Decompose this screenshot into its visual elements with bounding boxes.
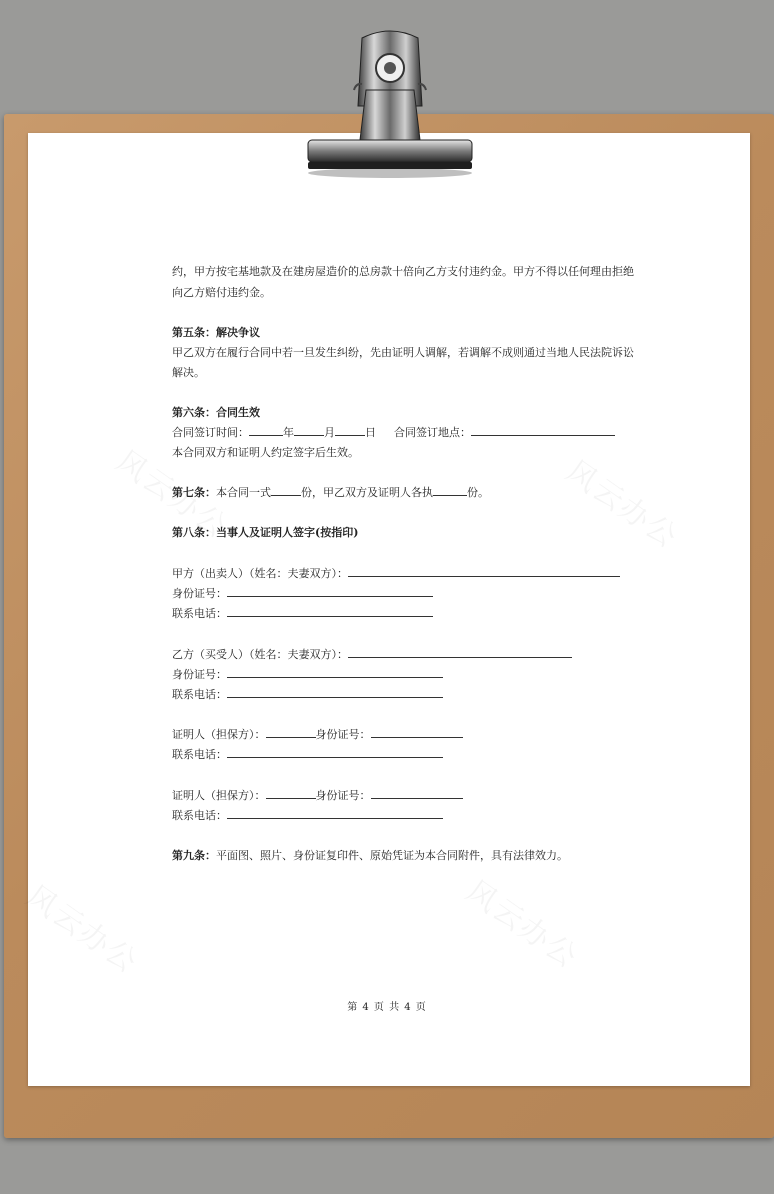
article-9-line bbox=[172, 846, 568, 866]
article-7-line bbox=[172, 483, 489, 503]
witness-1-id-blank[interactable] bbox=[371, 725, 463, 738]
article-7-text: 本合同一式 bbox=[216, 486, 271, 499]
witness-2-id-blank[interactable] bbox=[371, 786, 463, 799]
copies-blank[interactable] bbox=[271, 483, 301, 496]
article-7-text: 份。 bbox=[467, 486, 489, 499]
party-a-name-blank[interactable] bbox=[348, 564, 620, 577]
party-a-id-blank[interactable] bbox=[227, 584, 433, 597]
witness-id-label: 身份证号： bbox=[315, 789, 371, 802]
paragraph-line: 本合同双方和证明人约定签字后生效。 bbox=[172, 446, 359, 459]
phone-label: 联系电话： bbox=[172, 748, 227, 761]
article-5-title: 第五条：解决争议 bbox=[172, 326, 260, 339]
paragraph-line: 解决。 bbox=[172, 366, 205, 379]
party-b-phone-line bbox=[172, 685, 443, 705]
page-number: 第 4 页 共 4 页 bbox=[347, 1002, 427, 1013]
sign-place-label: 合同签订地点： bbox=[394, 426, 471, 439]
article-7-text: 份，甲乙双方及证明人各执 bbox=[301, 486, 433, 499]
party-a-phone-blank[interactable] bbox=[227, 604, 433, 617]
id-label: 身份证号： bbox=[172, 587, 227, 600]
day-blank[interactable] bbox=[335, 423, 365, 436]
party-b-label: 乙方（买受人）（姓名：夫妻双方）： bbox=[172, 648, 348, 661]
paragraph-line: 约，甲方按宅基地款及在建房屋造价的总房款十倍向乙方支付违约金。甲方不得以任何理由拒绝 bbox=[172, 265, 634, 278]
party-a-name-line bbox=[172, 564, 620, 584]
year-blank[interactable] bbox=[249, 423, 283, 436]
party-b-id-blank[interactable] bbox=[227, 665, 443, 678]
party-a-label: 甲方（出卖人）（姓名：夫妻双方）： bbox=[172, 567, 348, 580]
witness-1-line bbox=[172, 725, 463, 745]
article-9-title: 第九条： bbox=[172, 849, 216, 862]
party-b-name-line bbox=[172, 645, 572, 665]
binder-clip-icon bbox=[300, 28, 480, 178]
paragraph-line: 甲乙双方在履行合同中若一旦发生纠纷，先由证明人调解，若调解不成则通过当地人民法院诉讼 bbox=[172, 346, 634, 359]
witness-1-phone-line bbox=[172, 745, 443, 765]
sign-time-label: 合同签订时间： bbox=[172, 426, 249, 439]
month-blank[interactable] bbox=[294, 423, 324, 436]
sign-date-line bbox=[172, 423, 615, 443]
paragraph-line: 向乙方赔付违约金。 bbox=[172, 286, 271, 299]
party-b-name-blank[interactable] bbox=[348, 645, 572, 658]
witness-2-line bbox=[172, 786, 463, 806]
month-label: 月 bbox=[324, 426, 335, 439]
witness-1-name-blank[interactable] bbox=[266, 725, 316, 738]
witness-2-phone-line bbox=[172, 806, 443, 826]
article-6-title: 第六条：合同生效 bbox=[172, 406, 260, 419]
article-9-text: 平面图、照片、身份证复印件、原始凭证为本合同附件，具有法律效力。 bbox=[216, 849, 568, 862]
party-b-id-line bbox=[172, 665, 443, 685]
witness-label: 证明人（担保方）： bbox=[172, 789, 266, 802]
sign-place-blank[interactable] bbox=[471, 423, 615, 436]
phone-label: 联系电话： bbox=[172, 607, 227, 620]
witness-1-phone-blank[interactable] bbox=[227, 745, 443, 758]
witness-id-label: 身份证号： bbox=[315, 728, 371, 741]
witness-2-phone-blank[interactable] bbox=[227, 806, 443, 819]
phone-label: 联系电话： bbox=[172, 688, 227, 701]
party-a-id-line bbox=[172, 584, 433, 604]
article-8-title: 第八条：当事人及证明人签字(按指印) bbox=[172, 526, 359, 539]
article-7-title: 第七条： bbox=[172, 486, 216, 499]
copies-each-blank[interactable] bbox=[433, 483, 467, 496]
witness-2-name-blank[interactable] bbox=[266, 786, 316, 799]
phone-label: 联系电话： bbox=[172, 809, 227, 822]
id-label: 身份证号： bbox=[172, 668, 227, 681]
witness-label: 证明人（担保方）： bbox=[172, 728, 266, 741]
party-b-phone-blank[interactable] bbox=[227, 685, 443, 698]
party-a-phone-line bbox=[172, 604, 433, 624]
day-label: 日 bbox=[365, 426, 376, 439]
year-label: 年 bbox=[283, 426, 294, 439]
